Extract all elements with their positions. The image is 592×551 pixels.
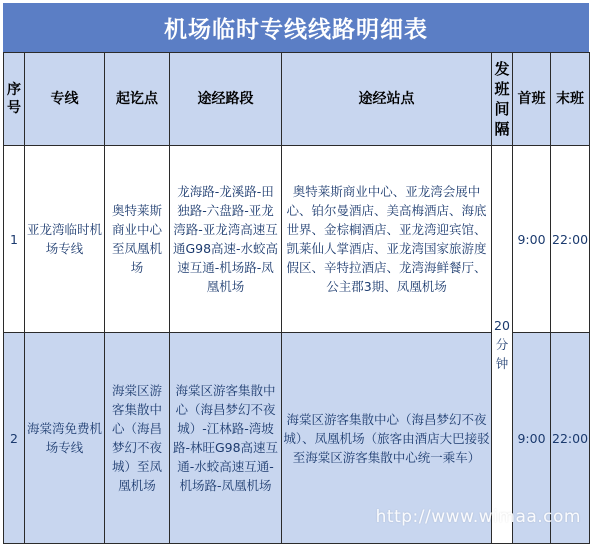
header-stops: 途经站点 — [282, 53, 492, 146]
header-row — [4, 53, 590, 146]
header-seq: 序号 — [4, 53, 25, 146]
header-route: 途经路段 — [170, 53, 282, 146]
header-line: 专线 — [25, 53, 105, 146]
cell-stops: 海棠区游客集散中心（海昌梦幻不夜城）、凤凰机场（旅客由酒店大巴接驳至海棠区游客集散中心统一乘车） — [282, 333, 492, 544]
cell-line: 海棠湾免费机场专线 — [25, 333, 105, 544]
cell-seq: 2 — [4, 333, 25, 544]
cell-route: 海棠区游客集散中心（海昌梦幻不夜城）-江林路-湾坡路-林旺G98高速互通-水蛟高速互通-机场路-凤凰机场 — [170, 333, 282, 544]
cell-start-end: 海棠区游客集散中心（海昌梦幻不夜城）至凤凰机场 — [105, 333, 170, 544]
cell-last: 22:00 — [551, 333, 590, 544]
watermark: http://www.wimaa.com — [375, 507, 581, 527]
route-table-container — [3, 3, 589, 545]
header-frequency: 发班间隔 — [492, 53, 513, 146]
cell-last: 22:00 — [551, 146, 590, 333]
cell-first: 9:00 — [513, 146, 551, 333]
header-start-end: 起讫点 — [105, 53, 170, 146]
table-row — [4, 146, 590, 333]
header-last: 末班 — [551, 53, 590, 146]
cell-stops: 奥特莱斯商业中心、亚龙湾会展中心、铂尔曼酒店、美高梅酒店、海底世界、金棕榈酒店、亚龙湾迎宾馆、凯莱仙人掌酒店、亚龙湾国家旅游度假区、辛特拉酒店、龙湾海鲜餐厅、公主郡3期、凤凰机场 — [282, 146, 492, 333]
cell-seq: 1 — [4, 146, 25, 333]
cell-start-end: 奥特莱斯商业中心至凤凰机场 — [105, 146, 170, 333]
cell-route: 龙海路-龙溪路-田独路-六盘路-亚龙湾路-亚龙湾高速互通G98高速-水蛟高速互通-机场路-凤凰机场 — [170, 146, 282, 333]
cell-frequency: 20分钟 — [492, 146, 513, 544]
header-first: 首班 — [513, 53, 551, 146]
cell-first: 9:00 — [513, 333, 551, 544]
page-title: 机场临时专线线路明细表 — [3, 3, 589, 52]
cell-line: 亚龙湾临时机场专线 — [25, 146, 105, 333]
route-table — [3, 52, 590, 544]
